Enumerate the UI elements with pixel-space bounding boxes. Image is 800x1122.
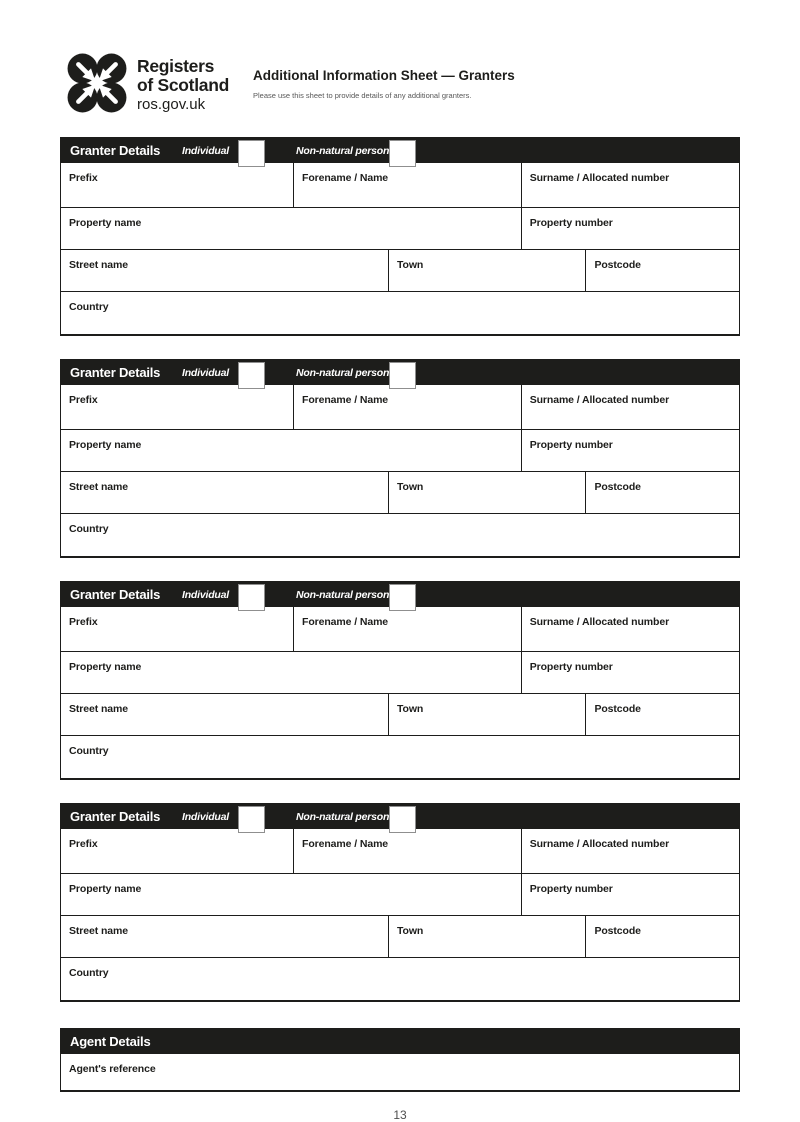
section-title: Granter Details	[70, 809, 161, 824]
brand-name-line1: Registers	[137, 56, 215, 76]
forename-label: Forename / Name	[302, 616, 389, 628]
property-number-label: Property number	[529, 883, 613, 895]
property-name-label: Property name	[69, 217, 142, 229]
street-name-field[interactable]	[61, 916, 389, 957]
forename-label: Forename / Name	[302, 394, 389, 406]
street-name-field[interactable]	[61, 472, 389, 513]
non-natural-person-checkbox[interactable]	[389, 806, 416, 833]
agents-reference-label: Agent's reference	[69, 1063, 156, 1075]
property-name-label: Property name	[69, 439, 142, 451]
forename-field[interactable]	[294, 607, 522, 651]
individual-checkbox[interactable]	[238, 362, 265, 389]
agent-details-section	[60, 1028, 740, 1092]
individual-checkbox[interactable]	[238, 140, 265, 167]
property-name-field[interactable]	[61, 208, 522, 249]
forename-field[interactable]	[294, 385, 522, 429]
town-label: Town	[397, 925, 424, 937]
street-name-field[interactable]	[61, 250, 389, 291]
street-name-label: Street name	[69, 259, 129, 271]
surname-label: Surname / Allocated number	[529, 838, 670, 850]
surname-field[interactable]	[522, 829, 739, 873]
street-name-field[interactable]	[61, 694, 389, 735]
page-number: 13	[393, 1108, 407, 1122]
section-title: Granter Details	[70, 365, 161, 380]
property-number-field[interactable]	[522, 430, 739, 471]
country-field[interactable]	[61, 292, 739, 334]
property-number-field[interactable]	[522, 874, 739, 915]
surname-field[interactable]	[522, 607, 739, 651]
property-name-field[interactable]	[61, 874, 522, 915]
non-natural-person-checkbox[interactable]	[389, 362, 416, 389]
postcode-label: Postcode	[594, 259, 641, 271]
town-field[interactable]	[389, 250, 586, 291]
individual-label: Individual	[182, 145, 230, 157]
postcode-field[interactable]	[586, 472, 739, 513]
individual-label: Individual	[182, 811, 230, 823]
country-label: Country	[69, 745, 109, 757]
granter-section-2	[60, 359, 740, 558]
non-natural-person-checkbox[interactable]	[389, 140, 416, 167]
surname-label: Surname / Allocated number	[529, 172, 670, 184]
brand-block	[137, 52, 229, 115]
section-title: Agent Details	[70, 1034, 151, 1049]
postcode-field[interactable]	[586, 916, 739, 957]
property-name-field[interactable]	[61, 430, 522, 471]
individual-checkbox[interactable]	[238, 584, 265, 611]
town-field[interactable]	[389, 694, 586, 735]
property-name-label: Property name	[69, 661, 142, 673]
country-field[interactable]	[61, 514, 739, 556]
prefix-field[interactable]	[61, 385, 294, 429]
document-title-block	[253, 52, 515, 100]
surname-label: Surname / Allocated number	[529, 616, 670, 628]
surname-field[interactable]	[522, 385, 739, 429]
prefix-label: Prefix	[69, 394, 98, 406]
page-header	[66, 52, 740, 115]
town-label: Town	[397, 481, 424, 493]
town-label: Town	[397, 259, 424, 271]
individual-label: Individual	[182, 589, 230, 601]
postcode-field[interactable]	[586, 250, 739, 291]
property-name-field[interactable]	[61, 652, 522, 693]
postcode-label: Postcode	[594, 703, 641, 715]
granter-details-header	[61, 582, 739, 607]
prefix-label: Prefix	[69, 616, 98, 628]
country-field[interactable]	[61, 958, 739, 1000]
property-number-field[interactable]	[522, 652, 739, 693]
brand-name-line2: of Scotland	[137, 75, 229, 95]
street-name-label: Street name	[69, 925, 129, 937]
country-label: Country	[69, 967, 109, 979]
non-natural-person-checkbox[interactable]	[389, 584, 416, 611]
individual-checkbox[interactable]	[238, 806, 265, 833]
forename-field[interactable]	[294, 829, 522, 873]
granter-section-3	[60, 581, 740, 780]
non-natural-person-label: Non-natural person	[296, 145, 390, 157]
postcode-field[interactable]	[586, 694, 739, 735]
page-title: Additional Information Sheet — Granters	[252, 68, 515, 83]
granter-details-header	[61, 360, 739, 385]
non-natural-person-label: Non-natural person	[296, 367, 390, 379]
street-name-label: Street name	[69, 481, 129, 493]
forename-label: Forename / Name	[302, 172, 389, 184]
granter-section-1	[60, 137, 740, 336]
individual-label: Individual	[182, 367, 230, 379]
property-number-label: Property number	[529, 439, 613, 451]
granter-section-4	[60, 803, 740, 1002]
page-subtitle: Please use this sheet to provide details of any additional granters.	[252, 91, 472, 100]
section-title: Granter Details	[70, 587, 161, 602]
agents-reference-field[interactable]	[61, 1054, 739, 1090]
country-label: Country	[69, 301, 109, 313]
town-label: Town	[397, 703, 424, 715]
prefix-field[interactable]	[61, 163, 294, 207]
prefix-field[interactable]	[61, 607, 294, 651]
prefix-field[interactable]	[61, 829, 294, 873]
country-label: Country	[69, 523, 109, 535]
street-name-label: Street name	[69, 703, 129, 715]
prefix-label: Prefix	[69, 838, 98, 850]
section-title: Granter Details	[70, 143, 161, 158]
non-natural-person-label: Non-natural person	[296, 589, 390, 601]
postcode-label: Postcode	[594, 481, 641, 493]
forename-label: Forename / Name	[302, 838, 389, 850]
country-field[interactable]	[61, 736, 739, 778]
registers-of-scotland-logo-icon	[66, 52, 128, 114]
granter-details-header	[61, 138, 739, 163]
surname-field[interactable]	[522, 163, 739, 207]
prefix-label: Prefix	[69, 172, 98, 184]
property-number-field[interactable]	[522, 208, 739, 249]
agent-details-header	[61, 1029, 739, 1054]
non-natural-person-label: Non-natural person	[296, 811, 390, 823]
forename-field[interactable]	[294, 163, 522, 207]
property-name-label: Property name	[69, 883, 142, 895]
property-number-label: Property number	[529, 217, 613, 229]
brand-url: ros.gov.uk	[137, 96, 206, 113]
postcode-label: Postcode	[594, 925, 641, 937]
granter-details-header	[61, 804, 739, 829]
surname-label: Surname / Allocated number	[529, 394, 670, 406]
property-number-label: Property number	[529, 661, 613, 673]
town-field[interactable]	[389, 472, 586, 513]
town-field[interactable]	[389, 916, 586, 957]
